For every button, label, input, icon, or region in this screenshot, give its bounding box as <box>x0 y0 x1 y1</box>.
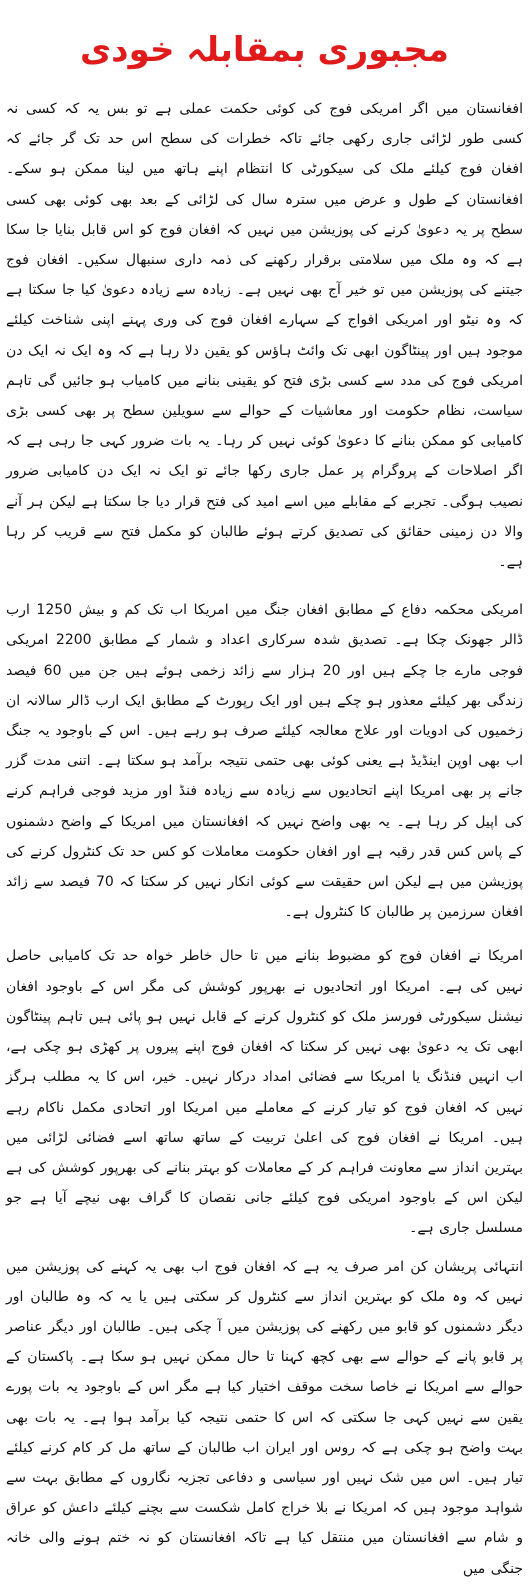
article-paragraph-1: افغانستان میں اگر امریکی فوج کی کوئی حکمت عملی ہے تو بس یہ کہ کسی نہ کسی طور لڑائی جاری رکھی جائے تاکہ خطرات کی سطح اس حد تک گر جائے کہ افغان فوج کیلئے ملک کی سیکورٹی کا انتظام اپنے ہاتھ میں لینا ممکن ہو سکے۔ افغانستان کے طول و عرض میں سترہ سال کی لڑائی کے بعد بھی کوئی بھی کسی سطح پر یہ دعویٰ کرنے کی پوزیشن میں نہیں کہ افغان فوج کو اس قابل بنایا جا سکا ہے کہ وہ ملک میں سلامتی برقرار رکھنے کی ذمہ داری سنبھال سکیں۔ افغان فوج جیتنے کی پوزیشن میں تو خیر آج بھی نہیں ہے۔ زیادہ سے زیادہ دعویٰ کیا جا سکتا ہے کہ وہ نیٹو اور امریکی افواج کے سہارے افغان فوج کی وری پہنے اپنی شناخت کیلئے موجود ہیں اور پینٹاگون ابھی تک وائٹ ہاؤس کو یقین دلا رہا ہے کہ وہ ایک نہ ایک دن امریکی فوج کی مدد سے کسی بڑی فتح کو یقینی بنانے میں کامیاب ہو جائیں گی تاہم سیاست، نظام حکومت اور معاشیات کے حوالے سے سویلین سطح پر بھی کسی بڑی کامیابی کو ممکن بنانے کا دعویٰ کوئی نہیں کر رہا۔ یہ بات ضرور کہی جا رہی ہے کہ اگر اصلاحات کے پروگرام پر عمل جاری رکھا جائے تو ایک نہ ایک دن کامیابی ضرور نصیب ہوگی۔ تجربے کے مقابلے میں اسے امید کی فتح قرار دیا جا سکتا ہے لیکن ہر آنے والا دن زمینی حقائق کی تصدیق کرتے ہوئے طالبان کو مکمل فتح سے قریب کر رہا ہے۔ <box>6 101 523 571</box>
article-paragraph-4: انتہائی پریشان کن امر صرف یہ ہے کہ افغان فوج اب بھی یہ کہنے کی پوزیشن میں نہیں کہ وہ ملک کو بہترین انداز سے کنٹرول کر سکتی ہیں یا یہ کہ وہ طالبان اور دیگر دشمنوں کو قابو میں رکھنے کی پوزیشن میں آ چکی ہیں۔ طالبان اور دیگر عناصر پر قابو پانے کے حوالے سے بھی کچھ کہنا تا حال ممکن نہیں ہو سکا ہے۔ پاکستان کے حوالے سے امریکا نے خاصا سخت موقف اختیار کیا ہے مگر اس کے باوجود یہ بات پورے یقین سے نہیں کہی جا سکتی کہ اس کا حتمی نتیجہ کیا برآمد ہوا ہے۔ یہ بات بھی بہت واضح ہو چکی ہے کہ روس اور ایران اب طالبان کے ساتھ مل کر کام کرنے کیلئے تیار ہیں۔ اس میں شک نہیں اور سیاسی و دفاعی تجزیہ نگاروں کے مطابق بہت سے شواہد موجود ہیں کہ امریکا نے بلا خراج کامل شکست سے بچنے کیلئے داعش کو عراق و شام سے افغانستان میں منتقل کیا ہے تاکہ افغانستان کو نہ ختم ہونے والی خانہ جنگی میں <box>6 1258 523 1577</box>
title-spacer <box>6 80 523 94</box>
article-paragraph-2: امریکی محکمہ دفاع کے مطابق افغان جنگ میں امریکا اب تک کم و بیش 1250 ارب ڈالر جھونک چکا ہے۔ تصدیق شدہ سرکاری اعداد و شمار کے مطابق 2200 امریکی فوجی مارے جا چکے ہیں اور 20 ہزار سے زائد زخمی ہوئے ہیں جن میں 60 فیصد زندگی بھر کیلئے معذور ہو چکے ہیں اور ایک رپورٹ کے مطابق ایک ارب ڈالر سالانہ ان زخمیوں کی ادویات اور علاج معالجہ کیلئے صرف ہو رہے ہیں۔ اس کے باوجود یہ جنگ اب بھی اوپن اینڈیڈ ہے یعنی کوئی بھی حتمی نتیجہ برآمد ہو سکتا ہے۔ اتنی مدت گزر جانے پر بھی امریکا اپنے اتحادیوں سے زیادہ سے زیادہ فنڈ اور مزید فوجی فراہم کرنے کی اپیل کر رہا ہے۔ یہ بھی واضح نہیں کہ افغانستان میں امریکا کے واضح دشمنوں کے پاس کس قدر رقبہ ہے اور افغان حکومت معاملات کو کس حد تک کنٹرول کرنے کی پوزیشن میں ہے لیکن اس حقیقت سے کوئی انکار نہیں کر سکتا کہ 70 فیصد سے زائد افغان سرزمین پر طالبان کا کنٹرول ہے۔ <box>6 602 524 921</box>
article-title: مجبوری بمقابلہ خودی <box>80 30 449 70</box>
article-paragraph-3: امریکا نے افغان فوج کو مضبوط بنانے میں تا حال خاطر خواہ حد تک کامیابی حاصل نہیں کی ہے۔ امریکا اور اتحادیوں نے بھرپور کوشش کی مگر اس کے باوجود افغان نیشنل سیکورٹی فورسز ملک کو کنٹرول کرنے کے قابل نہیں ہو پائی ہیں تاہم پینٹاگون ابھی تک یہ دعویٰ بھی نہیں کر سکتا کہ افغان فوج اپنے پیروں پر کھڑی ہو چکی ہے، اب انہیں فنڈنگ یا امریکا سے فضائی امداد درکار نہیں۔ خیر، اس کا یہ مطلب ہرگز نہیں کہ افغان فوج کو تیار کرنے کے معاملے میں امریکا اور اتحادی مکمل ناکام رہے ہیں۔ امریکا نے افغان فوج کی اعلیٰ تربیت کے ساتھ ساتھ اسے فضائی لڑائی میں بہترین انداز سے معاونت فراہم کر کے معاملات کو بہتر بنانے کی بھرپور کوشش کی ہے لیکن اس کے باوجود امریکی فوج کیلئے جانی نقصان کا گراف بھی نیچے آیا ہے جو مسلسل جاری ہے۔ <box>6 948 523 1237</box>
